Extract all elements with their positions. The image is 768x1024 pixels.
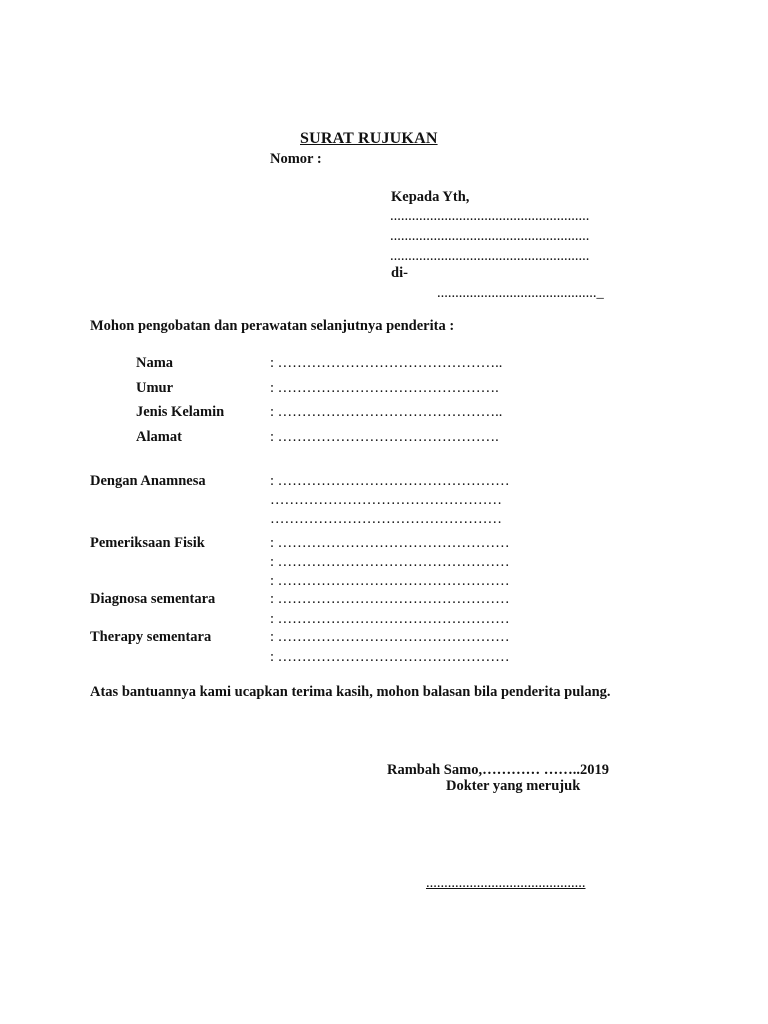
therapy-label: Therapy sementara [90,629,212,645]
field-label-umur: Umur [136,380,174,396]
therapy-line: : ………………………………………… [270,649,510,665]
anamnesa-line: : ………………………………………… [270,473,510,489]
therapy-line: : ………………………………………… [270,629,510,645]
signature-line: ............................................ [426,875,586,891]
recipient-greeting: Kepada Yth, [391,189,470,205]
document-title: SURAT RUJUKAN [300,130,438,147]
signer-role: Dokter yang merujuk [446,778,581,794]
closing-text: Atas bantuannya kami ucapkan terima kasih, mohon balasan bila penderita pulang. [90,684,611,700]
field-label-nama: Nama [136,355,174,371]
recipient-line: ....................................................... [390,208,590,224]
field-label-jenis-kelamin: Jenis Kelamin [136,404,225,420]
anamnesa-line: ………………………………………… [270,492,502,508]
recipient-line: ....................................................... [390,228,590,244]
diagnosa-line: : ………………………………………… [270,591,510,607]
recipient-line: ....................................................... [390,248,590,264]
field-value-alamat: : ………………………………………. [270,429,499,445]
pemeriksaan-fisik-line: : ………………………………………… [270,554,510,570]
anamnesa-line: ………………………………………… [270,511,502,527]
pemeriksaan-fisik-label: Pemeriksaan Fisik [90,535,205,551]
place-date: Rambah Samo,………… ……..2019 [387,762,609,778]
di-line: ............................................_ [437,285,604,301]
di-label: di- [391,265,408,281]
field-value-nama: : ……………………………………….. [270,355,503,371]
diagnosa-line: : ………………………………………… [270,611,510,627]
diagnosa-label: Diagnosa sementara [90,591,216,607]
field-label-alamat: Alamat [136,429,182,445]
anamnesa-label: Dengan Anamnesa [90,473,206,489]
pemeriksaan-fisik-line: : ………………………………………… [270,535,510,551]
nomor-label: Nomor : [270,151,322,167]
intro-text: Mohon pengobatan dan perawatan selanjutnya penderita : [90,318,455,334]
field-value-umur: : ………………………………………. [270,380,499,396]
pemeriksaan-fisik-line: : ………………………………………… [270,573,510,589]
field-value-jenis-kelamin: : ……………………………………….. [270,404,503,420]
